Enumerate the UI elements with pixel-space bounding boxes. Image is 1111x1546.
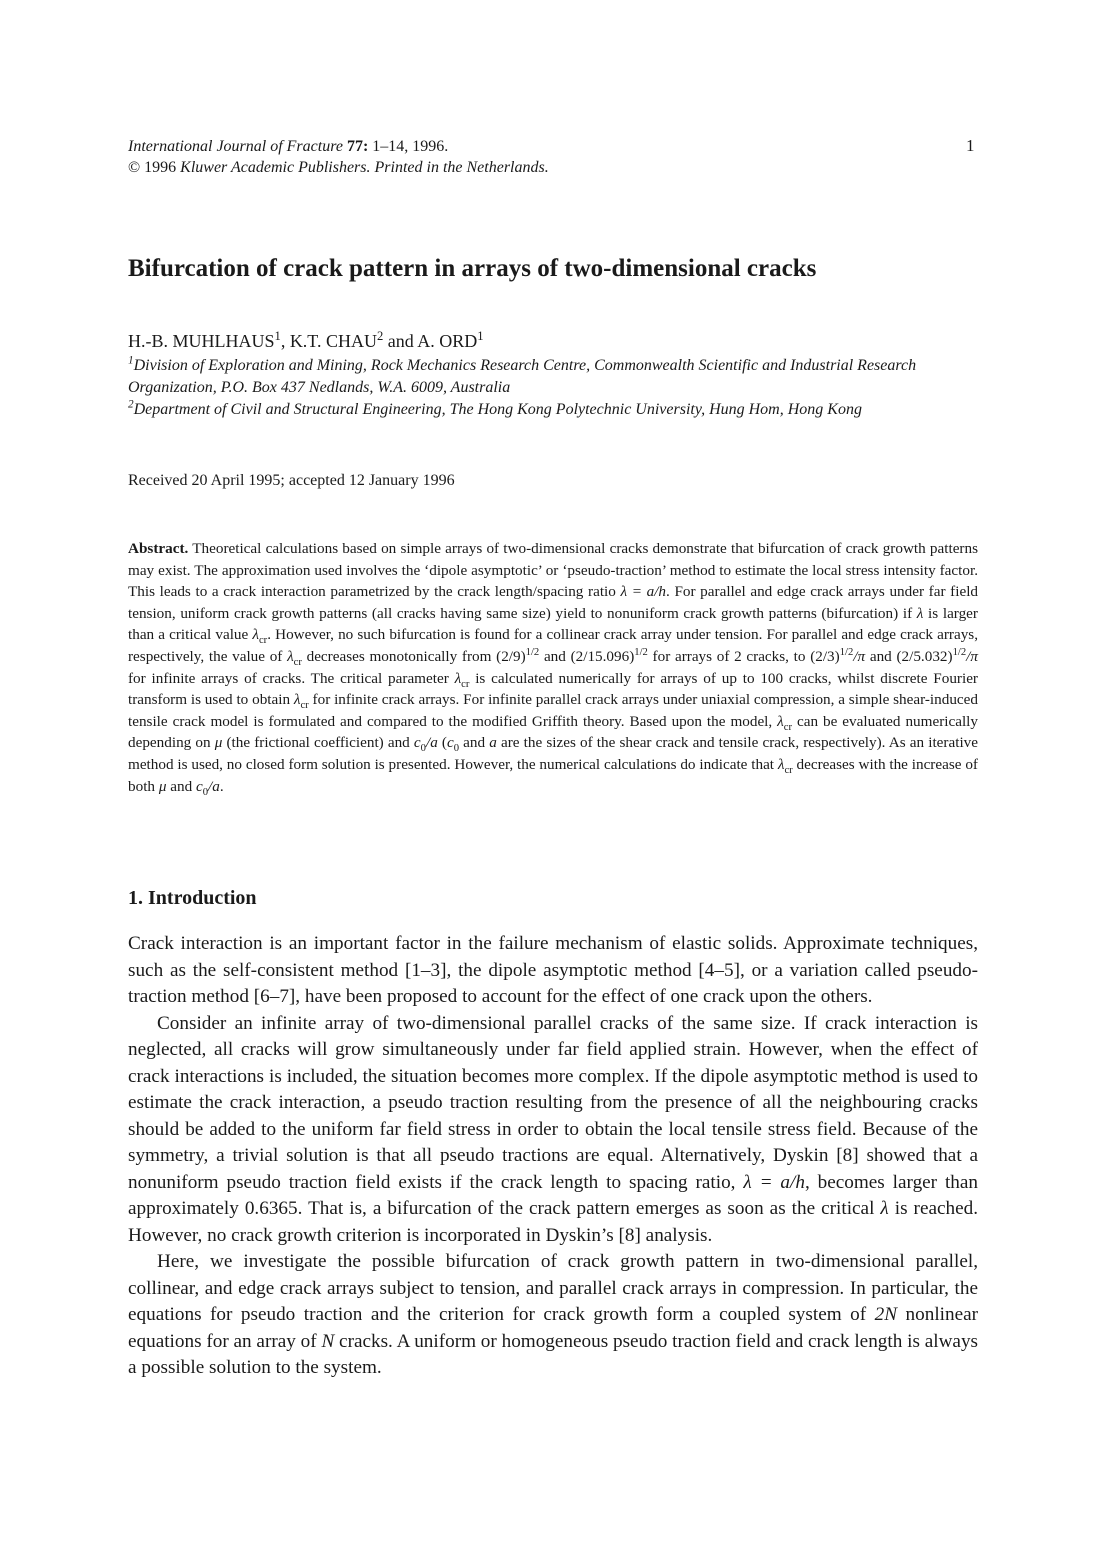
affiliation-2: [128, 399, 978, 421]
author-2: K.T. CHAU: [289, 331, 377, 351]
math: (2/5.032): [896, 647, 953, 665]
paragraph-text: is reached. However, no crack growth criterion is incorporated in Dyskin’s [8] analysis.: [128, 1198, 978, 1246]
section-body: [128, 931, 978, 1382]
math: /a: [425, 734, 438, 752]
paragraph: [128, 1249, 978, 1382]
abstract: [128, 538, 978, 797]
paragraph: [128, 1011, 978, 1250]
abstract-label: Abstract.: [128, 540, 189, 557]
math: μ: [214, 734, 223, 752]
paragraph-text: nonlinear equations for an array of: [128, 1304, 978, 1352]
affiliation-text: Department of Civil and Structural Engineering, The Hong Kong Polytechnic University, Hung Hom, Hong Kong: [133, 401, 862, 418]
running-header: [128, 136, 978, 178]
math: c: [413, 734, 421, 752]
paragraph-text: Consider an infinite array of two-dimensional parallel cracks of the same size. If crack interaction is neglected, all cracks will grow simultaneously under far field applied strain. However, when the effect of crack interactions is included, the situation becomes more complex. If the dipole asymptotic method is used to estimate the crack interaction, a pseudo traction resulting from the presence of all the neighbouring cracks should be added to the uniform far field stress in order to obtain the local tensile stress field. Because of the symmetry, a trivial solution is that all pseudo tractions are equal. Alternatively, Dyskin [8] showed that a nonuniform pseudo traction field exists if the crack length to spacing ratio,: [128, 1012, 978, 1193]
abstract-text: (: [437, 734, 447, 752]
author-3-affil: 1: [477, 329, 484, 343]
paragraph-text: Crack interaction is an important factor in the failure mechanism of elastic solids. Approximate techniques, such as the self-consistent method [1–3], the dipole asymptotic method [4–5], or a variation called pseudo-traction method [6–7], have been proposed to account for the effect of one crack upon the others.: [128, 933, 978, 1007]
abstract-text: decreases monotonically from: [301, 647, 497, 665]
math: 1/2: [952, 646, 967, 658]
affiliation-text: Division of Exploration and Mining, Rock Mechanics Research Centre, Commonwealth Scientific and Industrial Research Organization, P.O. Box 437 Nedlands, W.A. 6009, Australia: [128, 357, 917, 396]
abstract-text: and: [166, 777, 196, 795]
author-list: [128, 331, 484, 352]
math: 2N: [874, 1304, 898, 1325]
paragraph-text: , becomes larger than approximately 0.6365. That is, a bifurcation of the crack pattern emerges as soon as the critical: [128, 1171, 978, 1219]
math: cr: [258, 635, 268, 647]
math: (2/15.096): [570, 647, 635, 665]
math: λ = a/h: [743, 1171, 805, 1193]
math: cr: [300, 700, 309, 712]
abstract-text: Theoretical calculations based on simple arrays of two-dimensional cracks demonstrate that bifurcation of crack growth patterns may exist. The approximation used involves the ‘dipole asymptotic’ or ‘pseudo-traction’ method to estimate the local stress intensity factor. This leads to a crack interaction parametrized by the crack length/spacing ratio: [128, 540, 978, 601]
abstract-text: (the frictional coefficient) and: [222, 734, 414, 752]
paragraph: [128, 931, 978, 1011]
journal-citation: [128, 136, 978, 157]
author-2-affil: 2: [376, 329, 384, 343]
math: (2/9): [496, 647, 526, 665]
math: λ: [287, 647, 294, 665]
copyright-line: [128, 157, 978, 178]
math: 0: [420, 743, 426, 755]
math: (2/3): [810, 647, 840, 665]
abstract-text: decreases with the increase of both: [128, 755, 978, 795]
affiliations: [128, 355, 978, 421]
author-1: H.-B. MUHLHAUS: [128, 331, 275, 351]
math: cr: [784, 764, 793, 776]
math: 1/2: [525, 646, 540, 658]
received-dates: Received 20 April 1995; accepted 12 January 1996: [128, 472, 455, 489]
math: 0: [453, 743, 460, 755]
abstract-text: .: [219, 777, 224, 795]
math: /π: [853, 647, 866, 665]
math: N: [321, 1330, 335, 1352]
abstract-text: for infinite crack arrays. For infinite parallel crack arrays under uniaxial compression, a simple shear-induced tensile crack model is formulated and compared to the modified Griffith theory. Based upon the model,: [128, 691, 978, 730]
math: c: [195, 777, 203, 795]
math: /π: [966, 647, 978, 665]
author-separator: ,: [280, 331, 290, 351]
math: cr: [293, 657, 302, 668]
math: 1/2: [634, 646, 648, 658]
abstract-text: . However, no such bifurcation is found for a collinear crack array under tension. For parallel and edge crack arrays, respectively, the value of: [128, 626, 979, 665]
page-number: 1: [966, 136, 975, 155]
math: 1/2: [839, 646, 854, 658]
journal-volume: 77:: [346, 138, 369, 155]
math: a: [489, 734, 497, 752]
abstract-text: for arrays of 2 cracks, to: [647, 647, 811, 665]
abstract-text: and: [459, 734, 490, 752]
abstract-text: are the sizes of the shear crack and tensile crack, respectively). As an iterative method is used, no closed form solution is presented. However, the numerical calculations do indicate that: [128, 734, 978, 773]
abstract-text: is calculated numerically for arrays of up to 100 cracks, whilst discrete Fourier transform is used to obtain: [128, 669, 978, 709]
journal-name: International Journal of Fracture: [128, 138, 343, 155]
abstract-text: is larger than a critical value: [128, 604, 978, 644]
affiliation-marker: 1: [128, 354, 134, 367]
math: λ: [880, 1198, 889, 1219]
abstract-text: . For parallel and edge crack arrays under far field tension, uniform crack growth patterns (all cracks having same size) yield to nonuniform crack growth patterns (bifurcation) if: [128, 583, 979, 622]
author-1-affil: 1: [274, 329, 281, 343]
affiliation-marker: 2: [128, 398, 134, 411]
math: λ: [454, 669, 462, 687]
copyright-text: Kluwer Academic Publishers. Printed in the Netherlands.: [180, 159, 549, 176]
math: cr: [783, 721, 793, 733]
math: c: [446, 734, 454, 752]
copyright-symbol: ©: [128, 159, 141, 176]
abstract-text: can be evaluated numerically depending on: [128, 712, 978, 752]
paragraph-text: cracks. A uniform or homogeneous pseudo traction field and crack length is always a possible solution to the system.: [128, 1330, 978, 1378]
math: λ: [777, 712, 784, 730]
affiliation-1: [128, 355, 978, 399]
math: λ: [252, 626, 259, 644]
math: cr: [461, 678, 470, 690]
journal-pages-year: 1–14, 1996.: [372, 138, 449, 155]
paper-title: Bifurcation of crack pattern in arrays of two-dimensional cracks: [128, 255, 817, 282]
math: λ = a/h: [620, 583, 667, 601]
math: 0: [202, 786, 209, 798]
math: /a: [208, 777, 220, 795]
author-separator: and: [383, 331, 418, 351]
math: λ: [777, 755, 785, 773]
copyright-year: 1996: [144, 159, 177, 176]
abstract-text: and: [865, 647, 897, 665]
abstract-text: and: [539, 647, 571, 665]
author-3: A. ORD: [417, 331, 478, 351]
math: μ: [158, 777, 167, 795]
section-heading: 1. Introduction: [128, 887, 257, 909]
paragraph-text: Here, we investigate the possible bifurcation of crack growth pattern in two-dimensional parallel, collinear, and edge crack arrays subject to tension, and parallel crack arrays in compression. In particular, the equations for pseudo traction and the criterion for crack growth form a coupled system of: [128, 1251, 978, 1325]
math: λ: [916, 604, 924, 622]
abstract-text: for infinite arrays of cracks. The critical parameter: [128, 669, 455, 687]
math: λ: [293, 691, 301, 709]
